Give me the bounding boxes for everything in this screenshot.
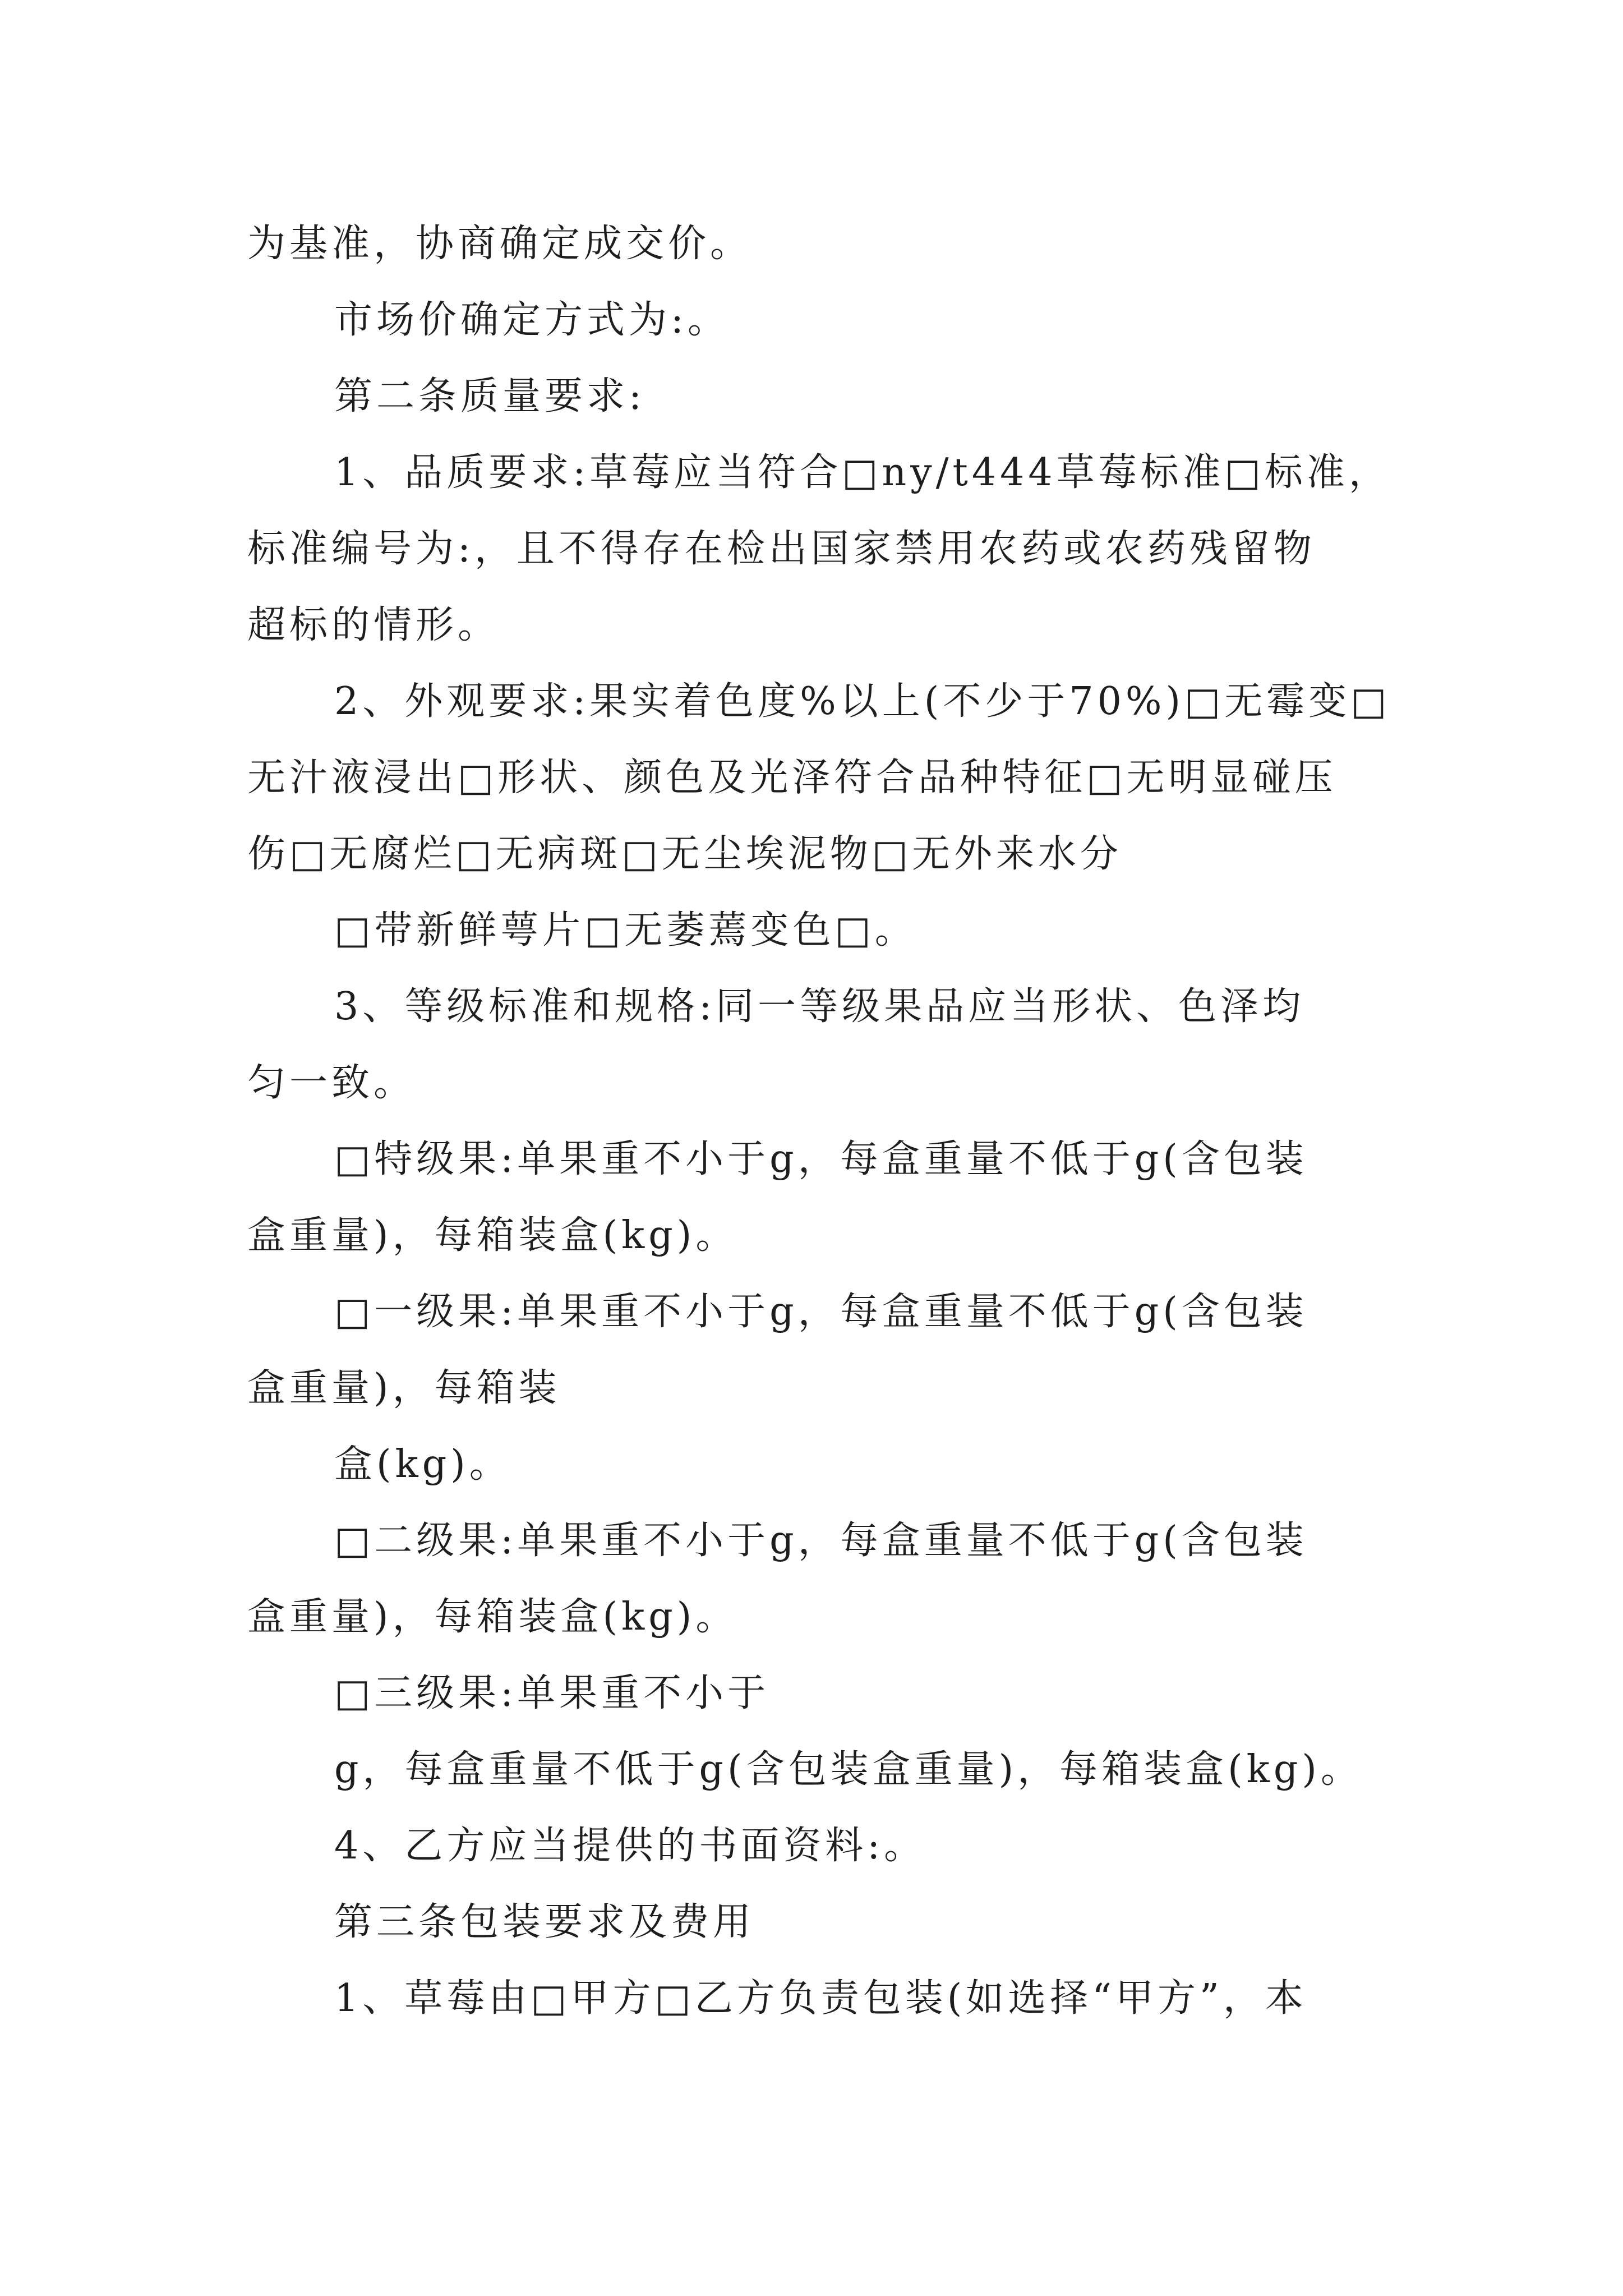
text-line: 1、草莓由□甲方□乙方负责包装(如选择“甲方”，本 <box>334 1976 1307 2021</box>
text-line: 匀一致。 <box>247 1061 416 1105</box>
text-line: 盒重量)，每箱装盒(kg)。 <box>247 1595 738 1639</box>
text-line: 1、品质要求:草莓应当符合□ny/t444草莓标准□标准， <box>334 450 1391 495</box>
section-heading: 第三条包装要求及费用 <box>334 1900 755 1944</box>
text-line: 2、外观要求:果实着色度%以上(不少于70%)□无霉变□ <box>334 679 1391 724</box>
text-line: 市场价确定方式为:。 <box>334 298 730 342</box>
text-line: □二级果:单果重不小于g，每盒重量不低于g(含包装 <box>334 1519 1308 1563</box>
text-line: 3、等级标准和规格:同一等级果品应当形状、色泽均 <box>334 984 1305 1029</box>
text-line: 标准编号为:，且不得存在检出国家禁用农药或农药残留物 <box>247 527 1316 571</box>
text-line: □带新鲜萼片□无萎蔫变色□。 <box>334 908 917 953</box>
text-line: g，每盒重量不低于g(含包装盒重量)，每箱装盒(kg)。 <box>334 1747 1363 1792</box>
text-line: □一级果:单果重不小于g，每盒重量不低于g(含包装 <box>334 1290 1308 1334</box>
text-line: 盒重量)，每箱装 <box>247 1366 561 1410</box>
text-line: 无汁液浸出□形状、颜色及光泽符合品种特征□无明显碰压 <box>247 756 1337 800</box>
section-heading: 第二条质量要求: <box>334 374 645 418</box>
text-line: 为基准，协商确定成交价。 <box>247 222 753 266</box>
text-line: 伤□无腐烂□无病斑□无尘埃泥物□无外来水分 <box>247 832 1122 876</box>
text-line: 4、乙方应当提供的书面资料:。 <box>334 1824 926 1868</box>
text-line: □三级果:单果重不小于 <box>334 1671 770 1715</box>
text-line: 盒重量)，每箱装盒(kg)。 <box>247 1213 738 1258</box>
text-line: 超标的情形。 <box>247 603 500 647</box>
text-line: 盒(kg)。 <box>334 1442 511 1487</box>
text-line: □特级果:单果重不小于g，每盒重量不低于g(含包装 <box>334 1137 1308 1181</box>
